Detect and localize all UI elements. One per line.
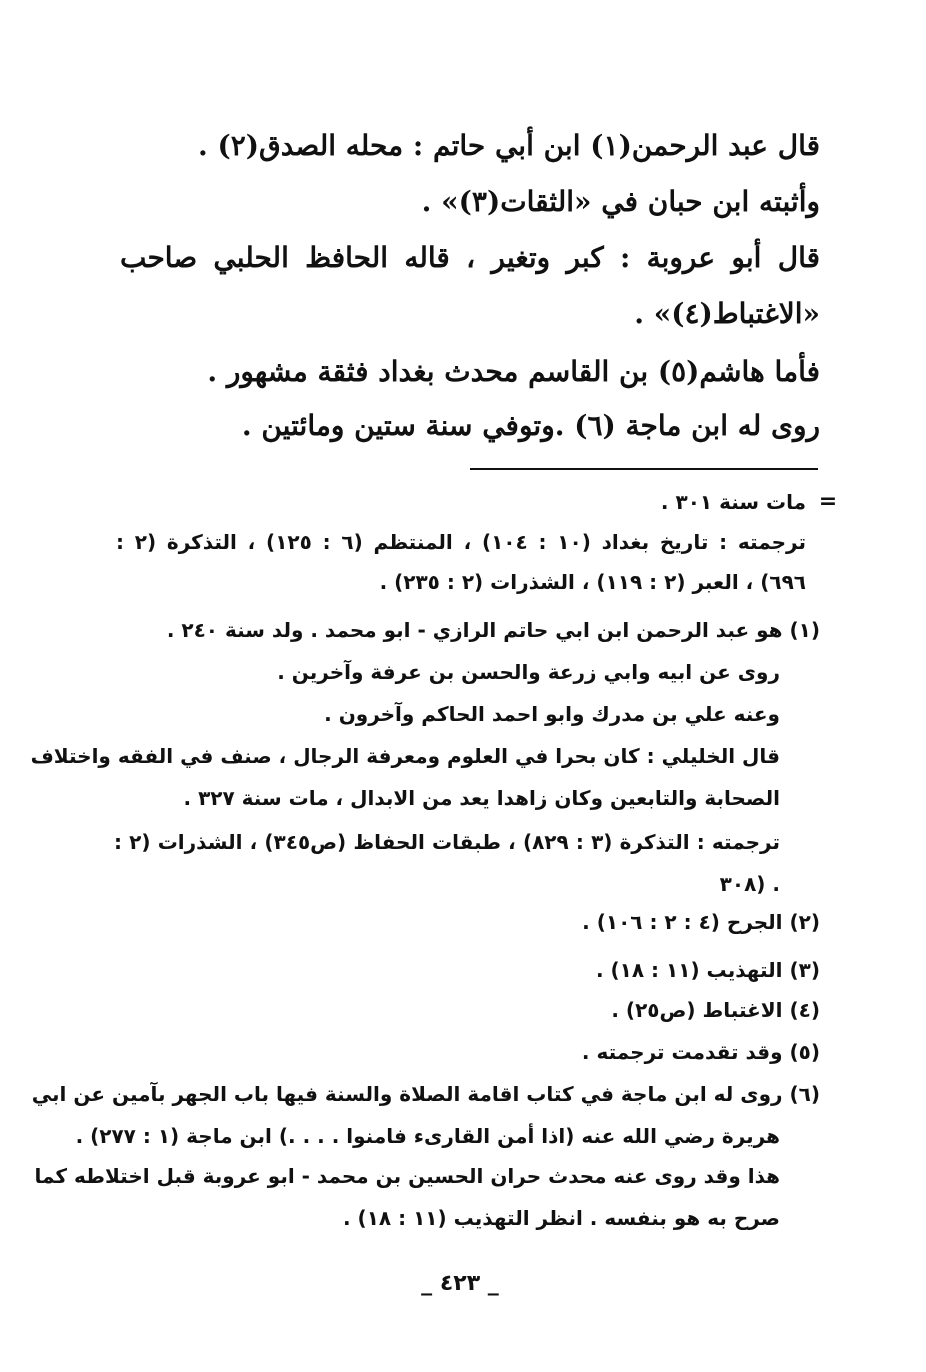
footnote-4: (٤) الاغتباط (ص٢٥) . [611,998,820,1022]
footnote-5: (٥) وقد تقدمت ترجمته . [581,1040,820,1064]
footnote-line: هذا وقد روى عنه محدث حران الحسين بن محمد - ابو عروبة قبل اختلاطه كما [34,1164,780,1188]
footnote-6: (٦) روى له ابن ماجة في كتاب اقامة الصلاة والسنة فيها باب الجهر بآمين عن ابي [31,1082,820,1106]
main-line-2: وأثبته ابن حبان في «الثقات(٣)» . [421,185,820,218]
footnote-2: (٢) الجرح (٤ : ٢ : ١٠٦) . [582,910,820,934]
footnote-line: ترجمته : التذكرة (٣ : ٨٢٩) ، طبقات الحفاظ (ص٣٤٥) ، الشذرات (٢ : [114,830,780,854]
main-line-3: قال أبو عروبة : كبر وتغير ، قاله الحافظ الحلبي صاحب [120,241,820,274]
footnote-line: ترجمته : تاريخ بغداد (١٠ : ١٠٤) ، المنتظم (٦ : ١٢٥) ، التذكرة (٢ : [116,530,806,554]
footnote-line: صرح به هو بنفسه . انظر التهذيب (١١ : ١٨) . [343,1206,780,1230]
footnote-line: وعنه علي بن مدرك وابو احمد الحاكم وآخرون . [324,702,780,726]
footnote-line: ٣٠٨) . [719,872,780,896]
page-number: _ ٤٢٣ _ [421,1271,499,1296]
footnote-line: ٦٩٦) ، العبر (٢ : ١١٩) ، الشذرات (٢ : ٢٣٥) . [379,570,806,594]
main-line-6: روى له ابن ماجة (٦) .وتوفي سنة ستين ومائتين . [241,409,820,442]
main-line-1: قال عبد الرحمن(١) ابن أبي حاتم : محله الصدق(٢) . [197,129,820,162]
footnote-3: (٣) التهذيب (١١ : ١٨) . [595,958,820,982]
main-line-5: فأما هاشم(٥) بن القاسم محدث بغداد فثقة مشهور . [207,355,820,388]
footnote-line: هريرة رضي الله عنه (اذا أمن القارىء فامنوا . . . .) ابن ماجة (١ : ٢٧٧) . [75,1124,780,1148]
footnote-line: روى عن ابيه وابي زرعة والحسن بن عرفة وآخرين . [277,660,780,684]
main-line-4: «الاغتباط(٤)» . [634,297,820,330]
footnote-line: قال الخليلي : كان بحرا في العلوم ومعرفة الرجال ، صنف في الفقه واختلاف [30,744,780,768]
footnote-line: الصحابة والتابعين وكان زاهدا يعد من الابدال ، مات سنة ٣٢٧ . [183,786,780,810]
footnote-1: (١) هو عبد الرحمن ابن ابي حاتم الرازي - ابو محمد . ولد سنة ٢٤٠ . [166,618,820,642]
footnote-line: مات سنة ٣٠١ . [660,490,806,514]
footnote-divider [470,468,818,470]
continuation-marker: = [818,489,838,514]
